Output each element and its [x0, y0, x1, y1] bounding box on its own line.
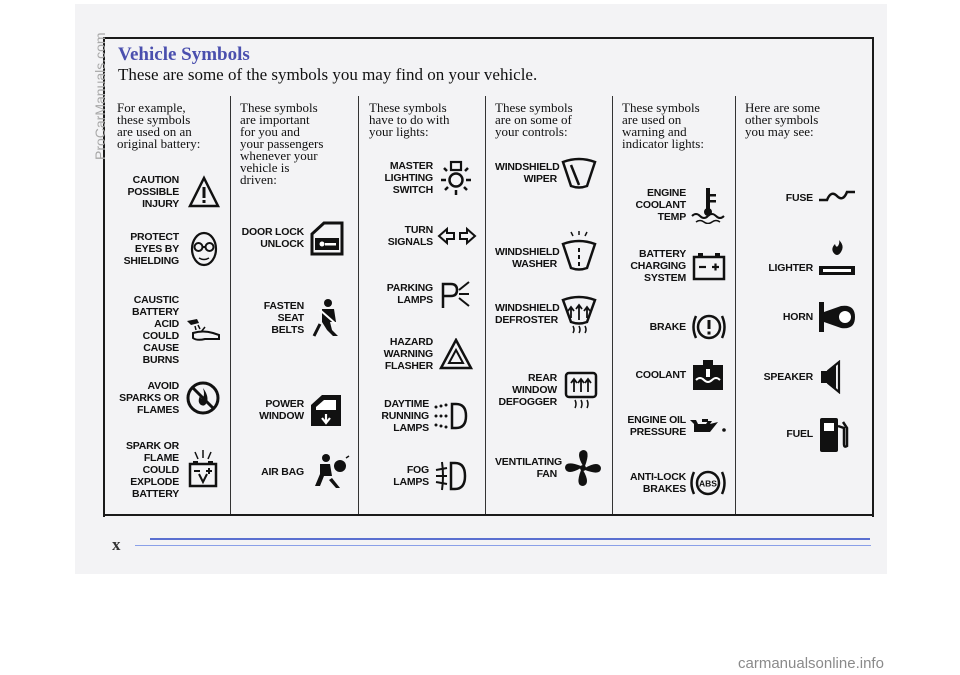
column-indicators [622, 102, 733, 512]
column-intro: These symbols are on some of your controls: [495, 100, 573, 139]
washer-icon [559, 230, 599, 272]
symbol-washer: WINDSHIELD WASHER [495, 230, 610, 272]
symbol-battery-charging: BATTERY CHARGING SYSTEM [622, 248, 733, 284]
symbol-caustic-acid: CAUSTIC BATTERY ACID COULD CAUSE BURNS [117, 294, 229, 366]
coolant-temp-icon [690, 186, 726, 224]
symbol-master-lighting: MASTER LIGHTING SWITCH [369, 160, 483, 196]
column-divider [230, 96, 231, 514]
wiper-icon [559, 156, 599, 190]
symbol-horn: HORN [745, 300, 867, 334]
svg-text:ABS: ABS [699, 478, 717, 489]
bottom-watermark: carmanualsonline.info [738, 655, 884, 672]
drl-icon [433, 399, 469, 433]
side-watermark: ProCarManuals.com [92, 32, 108, 160]
face-goggles-icon [187, 230, 221, 268]
master-light-icon [439, 160, 473, 196]
column-controls [495, 102, 610, 512]
abs-icon [688, 466, 728, 500]
column-battery [117, 102, 229, 512]
symbol-hazard: HAZARD WARNING FLASHER [369, 336, 483, 372]
symbol-avoid-sparks: AVOID SPARKS OR FLAMES [117, 380, 229, 416]
column-lights [369, 102, 483, 512]
warning-triangle-icon [187, 175, 221, 209]
symbol-coolant: COOLANT [622, 358, 733, 392]
symbol-daytime-running: DAYTIME RUNNING LAMPS [369, 398, 483, 434]
symbol-door-lock: DOOR LOCK UNLOCK [240, 220, 356, 256]
battery-icon [692, 251, 726, 281]
symbol-spark-explode: SPARK OR FLAME COULD EXPLODE BATTERY [117, 440, 229, 500]
symbol-turn-signals: TURN SIGNALS [369, 224, 483, 248]
oil-can-icon [688, 414, 728, 438]
column-intro: These symbols are used on warning and indicator lights: [622, 100, 704, 151]
symbol-lighter: LIGHTER [745, 238, 867, 278]
symbol-anti-lock: ANTI-LOCK BRAKES ABS [622, 466, 733, 500]
symbol-caution: CAUTION POSSIBLE INJURY [117, 174, 229, 210]
symbol-seatbelt: FASTEN SEAT BELTS [240, 298, 356, 338]
coolant-icon [690, 358, 726, 392]
footer-rule-thin [135, 545, 871, 546]
turn-signal-icon [437, 226, 477, 246]
symbol-protect-eyes: PROTECT EYES BY SHIELDING [117, 230, 229, 268]
symbol-airbag: AIR BAG [240, 452, 356, 492]
symbol-engine-coolant-temp: ENGINE COOLANT TEMP [622, 186, 733, 224]
symbol-fog-lamps: FOG LAMPS [369, 458, 483, 494]
horn-icon [817, 300, 857, 334]
speaker-icon [817, 360, 847, 394]
footer-rule [150, 538, 870, 540]
hazard-icon [439, 338, 473, 370]
column-passenger [240, 102, 356, 512]
battery-spark-icon [185, 448, 221, 492]
fog-lamp-icon [433, 458, 467, 494]
parking-lamp-icon [439, 278, 471, 310]
symbol-fuse: FUSE [745, 188, 867, 208]
symbol-defroster: WINDSHIELD DEFROSTER [495, 294, 610, 334]
airbag-icon [310, 452, 350, 492]
column-divider [358, 96, 359, 514]
symbol-wiper: WINDSHIELD WIPER [495, 156, 610, 190]
column-intro: These symbols have to do with your lights: [369, 100, 450, 139]
page-title: Vehicle Symbols [118, 44, 250, 65]
column-intro: These symbols are important for you and your passengers whenever your vehicle is driven: [240, 100, 324, 187]
fuel-pump-icon [817, 414, 851, 454]
column-divider [485, 96, 486, 514]
door-lock-icon [308, 220, 346, 256]
symbol-ventilating-fan: VENTILATING FAN [495, 448, 610, 488]
column-intro: Here are some other symbols you may see: [745, 100, 821, 139]
column-intro: For example, these symbols are used on an original battery: [117, 100, 201, 151]
rear-defog-icon [561, 370, 601, 410]
column-other [745, 102, 867, 512]
column-divider [735, 96, 736, 514]
column-divider [612, 96, 613, 514]
fan-icon [563, 448, 603, 488]
seatbelt-icon [308, 298, 346, 338]
acid-hand-icon [183, 313, 223, 347]
lighter-icon [817, 238, 857, 278]
fuse-icon [817, 188, 857, 208]
brake-icon [690, 310, 728, 344]
page-number: x [112, 535, 121, 554]
page-subtitle: These are some of the symbols you may find on your vehicle. [118, 65, 538, 84]
symbol-speaker: SPEAKER [745, 360, 867, 394]
defroster-icon [559, 294, 599, 334]
no-flame-icon [185, 380, 221, 416]
symbol-parking-lamps: PARKING LAMPS [369, 278, 483, 310]
symbol-power-window: POWER WINDOW [240, 392, 356, 428]
symbol-brake: BRAKE [622, 310, 733, 344]
symbol-fuel: FUEL [745, 414, 867, 454]
symbol-engine-oil: ENGINE OIL PRESSURE [622, 414, 733, 438]
frame-bottom-border [103, 514, 872, 516]
symbol-rear-defogger: REAR WINDOW DEFOGGER [495, 370, 610, 410]
power-window-icon [308, 392, 344, 428]
